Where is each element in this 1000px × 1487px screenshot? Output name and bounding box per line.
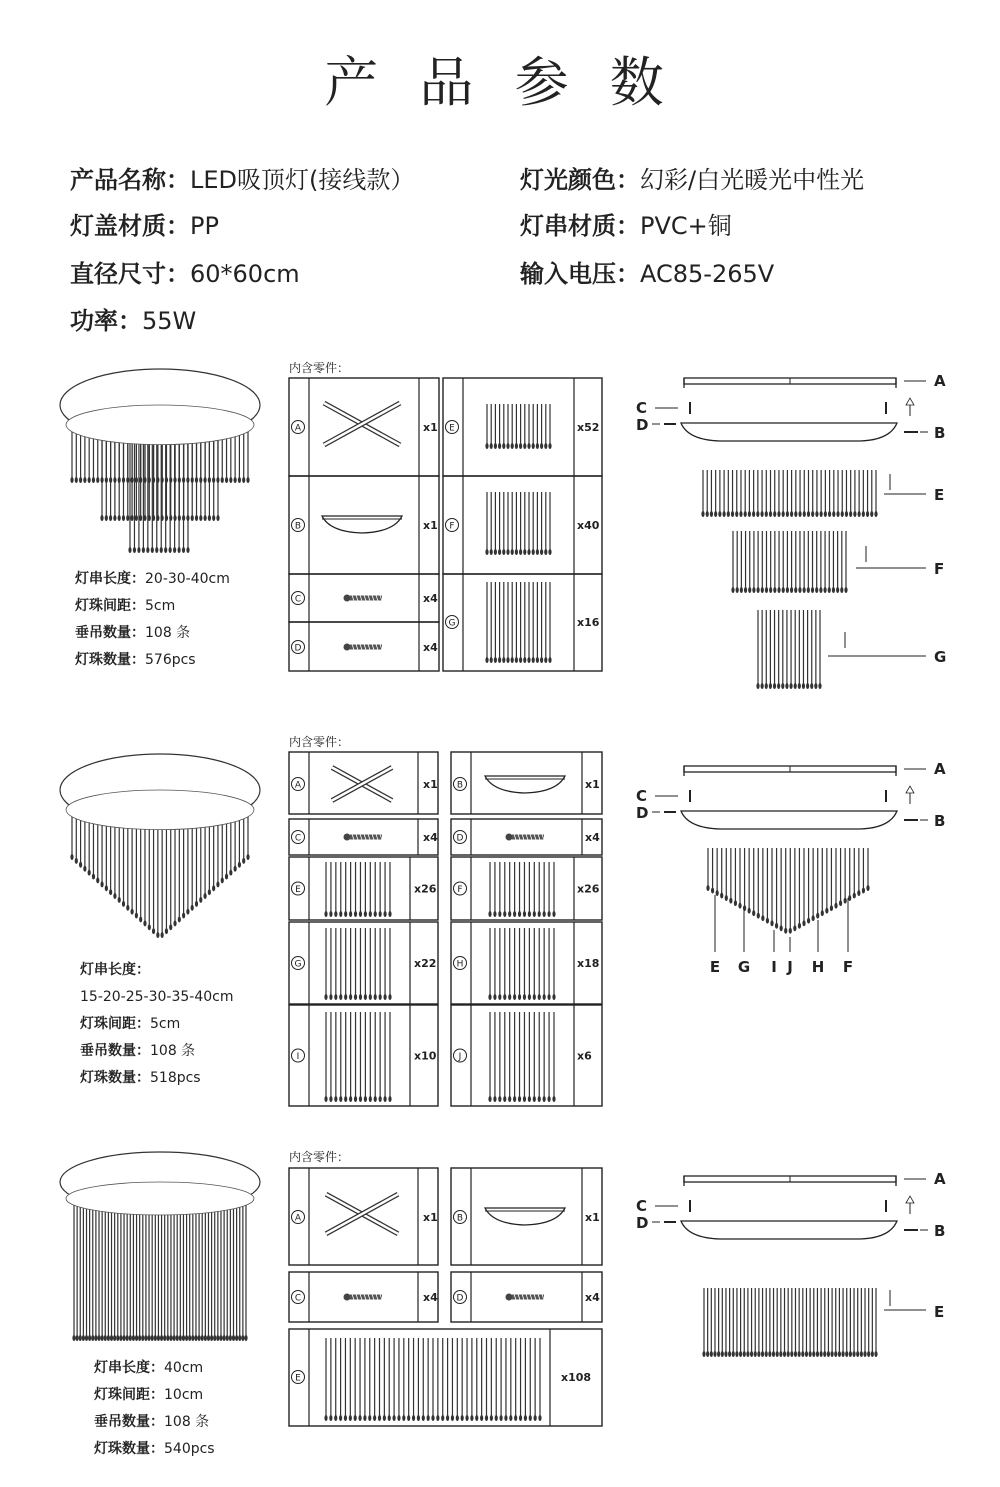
assembly-diagram-1: [652, 378, 928, 689]
assembly-label-B: B: [934, 812, 946, 830]
svg-text:D: D: [294, 643, 302, 654]
part-letter-B: [292, 519, 305, 532]
assembly-label-F: F: [842, 958, 854, 976]
assembly-label-G: G: [934, 648, 947, 666]
prop-bead-spacing: 灯珠间距：10cm: [94, 1387, 204, 1403]
mounting-bracket-icon: [332, 768, 392, 801]
svg-text:C: C: [294, 594, 302, 605]
screw-icon: [344, 644, 383, 651]
screw-icon: [344, 1294, 383, 1301]
svg-text:C: C: [294, 1293, 302, 1304]
prop-bead-count: 灯珠数量：540pcs: [94, 1441, 215, 1457]
svg-text:D: D: [456, 1293, 464, 1304]
svg-text:A: A: [294, 780, 302, 791]
svg-text:F: F: [457, 885, 463, 895]
assembly-label-H: H: [811, 958, 825, 976]
prop-string-count: 垂吊数量：108 条: [80, 1043, 196, 1059]
svg-text:G: G: [294, 959, 302, 970]
chandelier-3-canopy: [60, 1152, 260, 1215]
assembly-1-strings-F: [731, 531, 847, 593]
part-E-strings: [324, 1338, 541, 1421]
assembly-label-C: C: [636, 1197, 648, 1215]
part-letter-B: [454, 778, 467, 791]
part-letter-A: [292, 778, 305, 791]
part-qty-C: x4: [423, 592, 438, 605]
svg-text:I: I: [296, 1052, 300, 1062]
part-letter-D: [454, 831, 467, 844]
svg-text:D: D: [456, 833, 464, 844]
parts-heading-1: 内含零件：: [289, 361, 350, 375]
part-qty-C: x4: [423, 831, 438, 844]
svg-text:C: C: [294, 833, 302, 844]
part-qty-I: x10: [414, 1049, 437, 1063]
part-F-strings: [488, 862, 555, 917]
screw-icon: [344, 834, 383, 841]
prop-string-count: 垂吊数量：108 条: [75, 625, 191, 641]
part-qty-D: x4: [585, 1291, 600, 1304]
spec-string-material: 灯串材质：PVC+铜: [520, 212, 732, 240]
assembly-label-G: G: [737, 958, 751, 976]
assembly-diagram-2: [652, 766, 928, 952]
assembly-label-D: D: [636, 416, 649, 434]
part-qty-E: x26: [414, 882, 437, 896]
part-qty-F: x26: [577, 882, 600, 896]
part-qty-F: x40: [577, 519, 600, 532]
spec-product-name: 产品名称：LED吸顶灯(接线款）: [70, 166, 415, 194]
part-letter-F: [446, 519, 459, 532]
svg-text:J: J: [458, 1052, 462, 1062]
part-letter-C: [292, 1291, 305, 1304]
part-qty-D: x4: [423, 641, 438, 654]
assembly-label-E: E: [709, 958, 721, 976]
prop-bead-spacing: 灯珠间距：5cm: [80, 1016, 181, 1032]
part-letter-F: [454, 882, 467, 895]
spec-cover-material: 灯盖材质：PP: [70, 212, 219, 240]
spec-power: 功率：55W: [70, 307, 197, 335]
lamp-cover-icon: [322, 516, 402, 533]
prop-string-length-value: 15-20-25-30-35-40cm: [80, 989, 234, 1005]
spec-voltage: 输入电压：AC85-265V: [520, 260, 775, 288]
screw-icon: [506, 834, 545, 841]
part-qty-A: x1: [423, 1211, 438, 1224]
assembly-label-D: D: [636, 804, 649, 822]
svg-text:F: F: [449, 521, 455, 532]
page-title: 产 品 参 数: [324, 51, 676, 114]
lamp-cover-icon: [485, 1208, 565, 1225]
assembly-label-J: J: [787, 958, 793, 976]
assembly-label-E: E: [934, 1303, 945, 1321]
part-qty-A: x1: [423, 778, 438, 791]
svg-text:E: E: [295, 885, 301, 895]
prop-bead-count: 灯珠数量：576pcs: [75, 652, 196, 668]
svg-text:G: G: [448, 618, 456, 629]
part-letter-E: [292, 1371, 305, 1384]
assembly-label-I: I: [771, 958, 777, 976]
part-qty-E: x52: [577, 421, 600, 434]
svg-text:H: H: [456, 959, 464, 970]
assembly-label-F: F: [934, 560, 945, 578]
lamp-cover-icon: [485, 776, 565, 793]
part-letter-H: [454, 957, 467, 970]
part-qty-H: x18: [577, 957, 600, 970]
parts-heading-3: 内含零件：: [289, 1150, 350, 1164]
part-letter-I: [292, 1049, 305, 1062]
prop-string-length: 灯串长度：20-30-40cm: [75, 571, 230, 587]
svg-text:B: B: [456, 780, 464, 791]
assembly-label-D: D: [636, 1214, 649, 1232]
prop-string-length: 灯串长度：: [80, 962, 150, 978]
part-letter-B: [454, 1211, 467, 1224]
part-letter-C: [292, 592, 305, 605]
part-qty-B: x1: [585, 778, 600, 791]
svg-text:A: A: [294, 1213, 302, 1224]
assembly-label-A: A: [934, 760, 946, 778]
prop-string-count: 垂吊数量：108 条: [94, 1414, 210, 1430]
part-letter-D: [454, 1291, 467, 1304]
screw-icon: [506, 1294, 545, 1301]
svg-text:A: A: [294, 423, 302, 434]
assembly-label-A: A: [934, 1170, 946, 1188]
prop-string-length: 灯串长度：40cm: [94, 1360, 204, 1376]
part-letter-E: [446, 421, 459, 434]
part-qty-J: x6: [577, 1049, 592, 1063]
mounting-bracket-icon: [326, 1194, 398, 1234]
spec-light-color: 灯光颜色：幻彩/白光暖光中性光: [520, 166, 865, 194]
assembly-label-C: C: [636, 399, 648, 417]
assembly-label-B: B: [934, 1222, 946, 1240]
spec-diameter: 直径尺寸：60*60cm: [70, 260, 300, 288]
part-letter-J: [454, 1049, 467, 1062]
parts-heading-2: 内含零件：: [289, 735, 350, 749]
chandelier-1-inner-strings: [128, 430, 189, 553]
part-qty-C: x4: [423, 1291, 438, 1304]
assembly-3-strings-E: [702, 1288, 877, 1357]
part-letter-G: [292, 957, 305, 970]
svg-text:B: B: [294, 521, 302, 532]
part-qty-B: x1: [423, 519, 438, 532]
part-H-strings: [488, 928, 555, 1000]
chandelier-1-canopy: [60, 369, 260, 445]
prop-bead-spacing: 灯珠间距：5cm: [75, 598, 176, 614]
part-letter-G: [446, 616, 459, 629]
part-J-strings: [488, 1012, 555, 1102]
part-G-strings: [485, 582, 551, 663]
assembly-label-C: C: [636, 787, 648, 805]
screw-icon: [344, 595, 383, 602]
assembly-1-strings-E: [701, 470, 877, 517]
part-letter-A: [292, 421, 305, 434]
part-E-strings: [324, 862, 391, 917]
part-I-strings: [324, 1012, 391, 1102]
part-qty-D: x4: [585, 831, 600, 844]
part-letter-A: [292, 1211, 305, 1224]
part-qty-A: x1: [423, 421, 438, 434]
svg-text:E: E: [295, 1373, 301, 1384]
svg-text:E: E: [449, 423, 455, 434]
mounting-bracket-icon: [324, 403, 400, 445]
part-G-strings: [324, 928, 391, 1000]
part-qty-B: x1: [585, 1211, 600, 1224]
assembly-1-strings-G: [756, 610, 821, 689]
chandelier-2-canopy: [60, 754, 260, 830]
assembly-label-B: B: [934, 424, 946, 442]
assembly-diagram-3: [652, 1176, 928, 1357]
part-F-strings: [485, 492, 551, 555]
prop-bead-count: 灯珠数量：518pcs: [80, 1070, 201, 1086]
part-qty-G: x16: [577, 616, 600, 629]
assembly-label-A: A: [934, 372, 946, 390]
part-letter-C: [292, 831, 305, 844]
assembly-label-E: E: [934, 486, 945, 504]
part-qty-G: x22: [414, 957, 437, 970]
part-letter-E: [292, 882, 305, 895]
svg-text:B: B: [456, 1213, 464, 1224]
part-E-strings: [485, 404, 551, 449]
part-letter-D: [292, 641, 305, 654]
part-qty-E: x108: [561, 1371, 592, 1384]
